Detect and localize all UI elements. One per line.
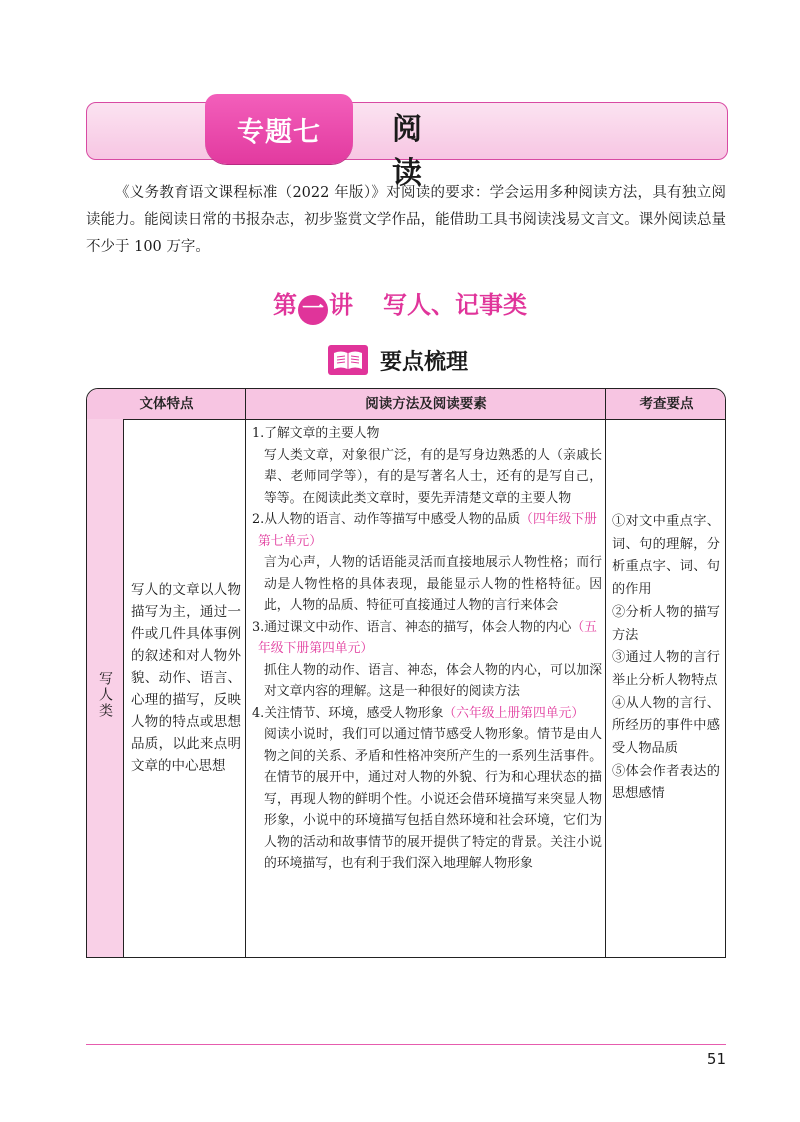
- lecture-title: 写人、记事类: [383, 291, 527, 319]
- topic-label: 专题七: [237, 116, 321, 148]
- reading-methods-cell: [252, 423, 602, 875]
- method-unit-reference: （六年级上册第四单元）: [443, 705, 585, 721]
- method-heading: 2.从人物的语言、动作等描写中感受人物的品质: [252, 512, 521, 527]
- exam-point: ②分析人物的描写方法: [612, 604, 720, 643]
- section-heading: [328, 343, 468, 377]
- method-body: 抓住人物的动作、语言、神态，体会人物的内心，可以加深对文章内容的理解。这是一种很好的阅读方法: [264, 662, 602, 699]
- method-heading: 1.了解文章的主要人物: [252, 426, 380, 441]
- exam-point: ⑤体会作者表达的思想感情: [612, 763, 720, 802]
- method-unit-reference: （四年级下册第七单元）: [258, 512, 597, 549]
- method-item: [252, 423, 602, 509]
- footer-divider: [86, 1044, 726, 1045]
- method-heading: 3.通过课文中动作、语言、神态的描写，体会人物的内心: [252, 619, 572, 635]
- page-number: 51: [706, 1050, 726, 1068]
- topic-tab: [205, 94, 353, 164]
- exam-points-cell: [612, 511, 720, 806]
- header-text-features: 文体特点: [139, 396, 194, 412]
- method-item: [252, 703, 602, 875]
- header-reading-methods: 阅读方法及阅读要素: [365, 396, 487, 412]
- method-item: [252, 509, 602, 617]
- lecture-number-badge: 一: [298, 295, 328, 325]
- lecture-heading: [0, 285, 800, 325]
- lecture-prefix: 第: [273, 291, 297, 319]
- method-item: [252, 617, 602, 703]
- exam-point: ③通过人物的言行举止分析人物特点: [612, 650, 720, 688]
- column-divider: [245, 389, 246, 957]
- table-header-row: [87, 389, 725, 420]
- header-exam-points: 考查要点: [639, 396, 694, 412]
- open-book-icon: [328, 345, 368, 375]
- intro-paragraph: 《义务教育语文课程标准（2022 年版）》对阅读的要求：学会运用多种阅读方法，具有独立阅读能力。能阅读日常的书报杂志，初步鉴赏文学作品，能借助工具书阅读浅易文言文。课外阅读总量不少于 100 万字。: [86, 185, 726, 255]
- exam-point: ④从人物的言行、所经历的事件中感受人物品质: [612, 695, 720, 757]
- method-body: 言为心声，人物的话语能灵活而直接地展示人物性格；而行动是人物性格的具体表现，最能显示人物的性格特征。因此，人物的品质、特征可直接通过人物的言行来体会: [264, 555, 602, 613]
- text-features-cell: 写人的文章以人物描写为主，通过一件或几件具体事例的叙述和对人物外貌、动作、语言、心理的描写，反映人物的特点或思想品质，以此来点明文章的中心思想: [131, 582, 241, 774]
- method-body: 阅读小说时，我们可以通过情节感受人物形象。情节是由人物之间的关系、矛盾和性格冲突所产生的一系列生活事件。在情节的展开中，通过对人物的外貌、行为和心理状态的描写，再现人物的鲜明个性。小说还会借环境描写来突显人物形象，小说中的环境描写包括自然环境和社会环境，它们为人物的活动和故事情节的展开提供了特定的背景。关注小说的环境描写，也有利于我们深入地理解人物形象: [264, 727, 602, 871]
- exam-point: ①对文中重点字、词、句的理解，分析重点字、词、句的作用: [612, 514, 720, 598]
- method-heading: 4.关注情节、环境，感受人物形象: [252, 705, 444, 721]
- method-unit-reference: （五年级下册第四单元）: [258, 619, 597, 656]
- method-body: 写人类文章，对象很广泛，有的是写身边熟悉的人（亲戚长辈、老师同学等），有的是写著名人士，还有的是写自己，等等。在阅读此类文章时，要先弄清楚文章的主要人物: [264, 447, 602, 506]
- category-label: 写人类: [97, 671, 113, 719]
- category-cell: [87, 419, 124, 957]
- lecture-suffix: 讲: [329, 291, 353, 319]
- section-title: 要点梳理: [380, 349, 469, 375]
- page-title: 阅 读: [392, 112, 452, 191]
- column-divider: [605, 389, 606, 957]
- summary-table: [86, 388, 726, 958]
